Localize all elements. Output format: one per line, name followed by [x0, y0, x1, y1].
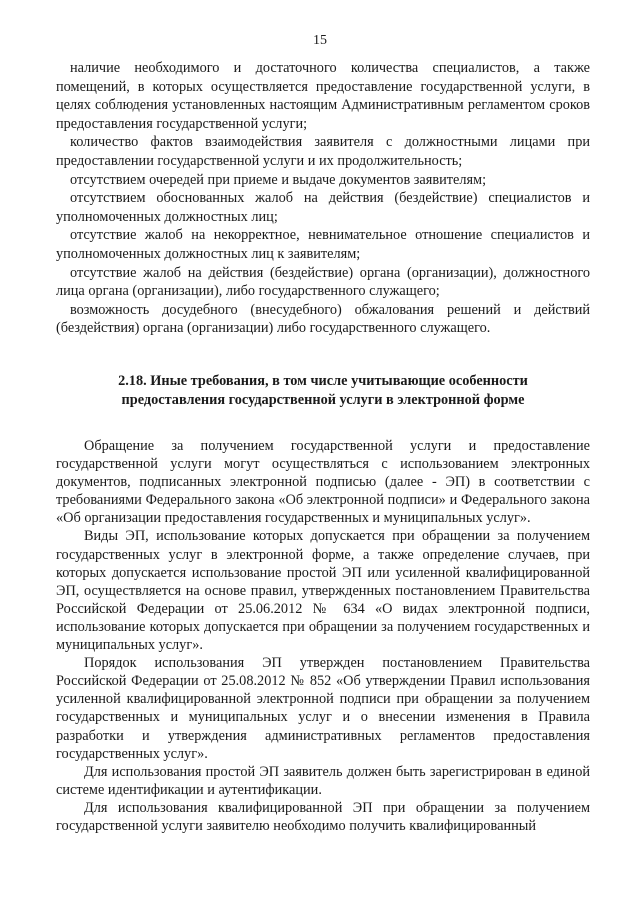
- quality-indicators-list: [56, 59, 590, 338]
- list-item: отсутствием очередей при приеме и выдаче документов заявителям;: [70, 171, 487, 188]
- list-item: отсутствием обоснованных жалоб на действия (бездействие) специалистов и уполномоченных должностных лиц;: [56, 190, 590, 225]
- paragraph: Для использования квалифицированной ЭП при обращении за получением государственной услуги заявителю необходимо получить квалифицированный: [56, 799, 590, 834]
- section-body: [56, 437, 590, 835]
- paragraph: Виды ЭП, использование которых допускается при обращении за получением государственных услуг в электронной форме, а также определение случаев, при которых допускается использование простой ЭП или усиленной квалифицированной ЭП, осуществляется на основе правил, утвержденных постановлением Правительства Российской Федерации от 25.06.2012 № 634 «О видах электронной подписи, использование которых допускается при обращении за получением государственных и муниципальных услуг».: [56, 528, 590, 654]
- list-item: отсутствие жалоб на некорректное, невнимательное отношение специалистов и уполномоченных должностных лиц к заявителям;: [56, 227, 590, 262]
- paragraph: Порядок использования ЭП утвержден постановлением Правительства Российской Федерации от 25.08.2012 № 852 «Об утверждении Правил использования усиленной квалифицированной электронной подписи при обращении за получением государственных и муниципальных услуг и о внесении изменения в Правила разработки и утверждения административных регламентов предоставления государственных услуг».: [56, 655, 590, 762]
- list-item: количество фактов взаимодействия заявителя с должностными лицами при предоставлении государственной услуги и их продолжительность;: [56, 134, 590, 169]
- paragraph: Обращение за получением государственной услуги и предоставление государственной услуги могут осуществляться с использованием электронных документов, подписанных электронной подписью (далее - ЭП) в соответствии с требованиями Федерального закона «Об электронной подписи» и Федерального закона «Об организации предоставления государственных и муниципальных услуг».: [56, 438, 590, 527]
- section-heading-line: предоставления государственной услуги в электронной форме: [121, 392, 525, 408]
- section-heading-line: 2.18. Иные требования, в том числе учитывающие особенности: [118, 373, 528, 389]
- section-heading: [56, 372, 590, 410]
- list-item: возможность досудебного (внесудебного) обжалования решений и действий (бездействия) органа (организации) либо государственного служащего.: [56, 301, 590, 337]
- page-number: 15: [313, 33, 327, 48]
- list-item: наличие необходимого и достаточного количества специалистов, а также помещений, в которых осуществляется предоставление государственной услуги, в целях соблюдения установленных настоящим Административным регламентом сроков предоставления государственной услуги;: [56, 60, 590, 132]
- paragraph: Для использования простой ЭП заявитель должен быть зарегистрирован в единой системе идентификации и аутентификации.: [56, 763, 590, 798]
- list-item: отсутствие жалоб на действия (бездействие) органа (организации), должностного лица органа (организации), либо государственного служащего;: [56, 264, 590, 300]
